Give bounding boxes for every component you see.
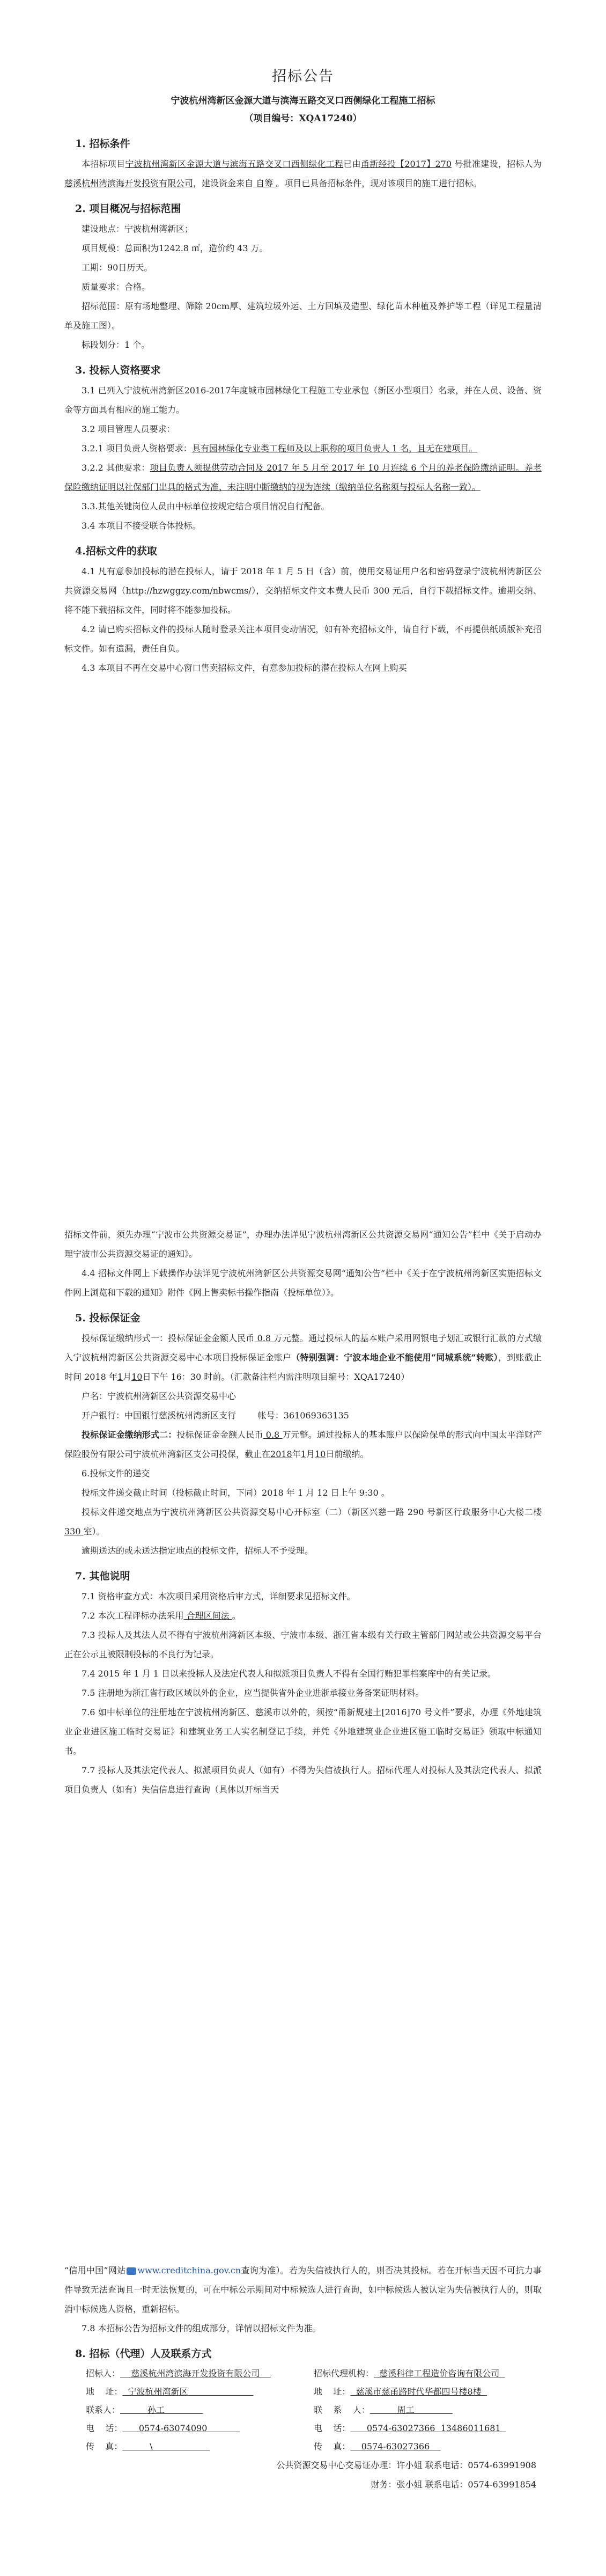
- note-7-1: 7.1 资格审查方式：本次项目采用资格后审方式，详细要求见招标文件。: [82, 1591, 356, 1601]
- owner-name: 慈溪杭州湾滨海开发投资有限公司: [120, 2368, 271, 2379]
- section-5-heading: 5. 投标保证金: [75, 1312, 141, 1324]
- location-text: 建设地点：宁波杭州湾新区；: [82, 224, 194, 234]
- page-break-gap: [64, 678, 542, 1225]
- note-7-4: 7.4 2015 年 1 月 1 日以来投标人及法定代表人和拟派项目负责人不得有全国行贿犯罪档案库中的有关记录。: [82, 1668, 497, 1679]
- section-8-heading: 8. 招标（代理）人及联系方式: [75, 2348, 212, 2360]
- agent-phone: 0574-63027366 13486011681: [350, 2423, 506, 2433]
- section-4-heading: 4.招标文件的获取: [75, 545, 157, 557]
- note-7-2: 7.2 本次工程评标办法采用 合理区间法 。: [82, 1611, 241, 1621]
- section-2-heading: 2. 项目概况与招标范围: [75, 203, 181, 215]
- account-name: 户名：宁波杭州湾新区公共资源交易中心: [82, 1391, 237, 1401]
- announcement-page: [64, 64, 542, 2494]
- note-7-6: 7.6 如中标单位的注册地在宁波杭州湾新区、慈溪市以外的，须按“甬新规建土[2016]70 号文件”要求，办理《外地建筑业企业进区施工临时交易证》和建筑业务工人实名制登记手续，并凭《外地建筑业企业进区施工临时交易证》领取中标通知书。: [64, 1707, 542, 1756]
- owner-phone: 0574-63074090: [122, 2423, 240, 2433]
- doc-4-1: 4.1 凡有意参加投标的潜在投标人，请于 2018 年 1 月 5 日（含）前，使用交易证用户名和密码登录宁波杭州湾新区公共资源交易网（http://hzwggzy.com/nbwcms/），交纳招标文件文本费人民币 300 元后，自行下载招标文件。逾期交纳、将不能下载招标文件，同时将不能参加投标。: [64, 566, 542, 615]
- owner-fax: \: [122, 2441, 210, 2451]
- scale-text: 项目规模：总面积为1242.8 ㎡，造价约 43 万。: [82, 243, 268, 253]
- note-7-5: 7.5 注册地为浙江省行政区域以外的企业，应当提供省外企业进浙承接业务备案证明材料。: [82, 1688, 424, 1698]
- doc-4-2: 4.2 请已购买招标文件的投标人随时登录关注本项目变动情况，如有补充招标文件，请自行下载，不再提供纸质版补充招标文件。如有遗漏，责任自负。: [64, 624, 542, 654]
- center-contacts: [64, 2456, 536, 2494]
- period-text: 工期：90日历天。: [82, 262, 153, 273]
- contact-row-person: 联系人： 孙工 联 系 人： 周工: [86, 2401, 542, 2419]
- owner-contact: 孙工: [120, 2405, 203, 2415]
- agent-address: 慈溪市慈甬路时代华都四号楼8楼: [350, 2387, 487, 2397]
- sections-text: 标段划分：1 个。: [82, 340, 150, 350]
- req-3-2: 3.2 项目管理人员要求：: [82, 424, 175, 434]
- note-7-7-continued: “信用中国”网站 www.creditchina.gov.cn查询为准）。若为失信被执行人的，则否决其投标。若在开标当天因不可抗力事件导致无法查询且一时无法恢复的，可在中标公示期间对中标候选人进行查询，如中标候选人被认定为失信被执行人的，则取消中标候选人资格，重新招标。: [64, 2265, 542, 2314]
- bank-account: 开户银行：中国银行慈溪杭州湾新区支行 帐号：361069363135: [82, 1410, 349, 1421]
- deposit-form-1: 投标保证缴纳形式一：投标保证金金额人民币 0.8 万元整。通过投标人的基本账户采用网银电子划汇或银行汇款的方式缴入宁波杭州湾新区公共资源交易中心本项目投标保证金账户（特别强调：宁波本地企业不能使用“同城系统”转账），到账截止时间 2018 年1月10日下午 16：30 时前。（汇款备注栏内需注明项目编号：XQA17240）: [64, 1333, 542, 1382]
- page-title: 招标公告: [272, 68, 334, 85]
- req-3-3: 3.3.其他关键岗位人员由中标单位按规定结合项目情况自行配备。: [82, 501, 330, 511]
- section-6-heading: 6.投标文件的递交: [82, 1468, 150, 1479]
- req-3-4: 3.4 本项目不接受联合体投标。: [82, 521, 201, 531]
- project-number: （项目编号：XQA17240）: [244, 113, 362, 124]
- req-3-2-2: 3.2.2 其他要求：项目负责人须提供劳动合同及 2017 年 5 月至 2017 年 10 月连续 6 个月的养老保险缴纳证明。养老保险缴纳证明以社保部门出具的格式为准，未注明中断缴纳的视为连续（缴纳单位名称须与投标人名称一致）。: [64, 463, 542, 492]
- deposit-form-2: 投标保证金缴纳形式二：投标保证金金额人民币 0.8 万元整。通过投标人的基本账户以保险保单的形式向中国太平洋财产保险股份有限公司宁波杭州湾新区支公司投保，截止在2018年1月10日前缴纳。: [64, 1430, 542, 1459]
- section-1-heading: 1. 招标条件: [75, 138, 130, 150]
- deadline-text: 投标文件递交截止时间（投标截止时间，下同）2018 年 1 月 12 日上午 9:30 。: [82, 1488, 390, 1498]
- req-3-2-1: 3.2.1 项目负责人资格要求：具有园林绿化专业类工程师及以上职称的项目负责人 1 名，且无在建项目。: [82, 443, 478, 453]
- doc-4-4: 4.4 招标文件网上下载操作办法详见宁波杭州湾新区公共资源交易网“通知公告”栏中《关于在宁波杭州湾新区实施招标文件网上浏览和下载的通知》附件《网上售卖标书操作指南（投标单位）》。: [64, 1268, 542, 1298]
- credit-china-icon: [127, 2267, 136, 2275]
- section-3-heading: 3. 投标人资格要求: [75, 364, 161, 376]
- section-1-text: 本招标项目宁波杭州湾新区金源大道与滨海五路交叉口西侧绿化工程已由甬新经投【2017】270 号批准建设，招标人为慈溪杭州湾滨海开发投资有限公司，建设资金来自 自筹 。项目已具备招标条件，现对该项目的施工进行招标。: [64, 159, 542, 188]
- credit-china-link[interactable]: www.creditchina.gov.cn: [137, 2265, 241, 2275]
- agent-name: 慈溪科律工程造价咨询有限公司: [374, 2368, 505, 2379]
- scope-text: 招标范围：原有场地整理、筛除 20cm厚、建筑垃圾外运、土方回填及造型、绿化苗木种植及养护等工程（详见工程量清单及施工图）。: [64, 301, 542, 331]
- late-submission-text: 逾期送达的或未送达指定地点的投标文件，招标人不予受理。: [82, 1546, 314, 1556]
- contact-row-phone: 电 话： 0574-63074090 电 话： 0574-63027366 13486011681: [86, 2419, 542, 2438]
- agent-fax: 0574-63027366: [350, 2441, 441, 2451]
- note-7-7: 7.7 投标人及其法定代表人、拟派项目负责人（如有）不得为失信被执行人。招标代理人对投标人及其法定代表人、拟派项目负责人（如有）失信信息进行查询（具体以开标当天: [64, 1765, 542, 1795]
- center-contact-2: 财务：张小姐 联系电话：0574-63991854: [371, 2479, 536, 2490]
- contact-row-owner: 招标人： 慈溪杭州湾滨海开发投资有限公司 招标代理机构： 慈溪科律工程造价咨询有限公司: [86, 2365, 542, 2383]
- page-break-gap-2: [64, 1799, 542, 2261]
- contact-row-address: 地 址： 宁波杭州湾新区 地 址： 慈溪市慈甬路时代华都四号楼8楼: [86, 2383, 542, 2401]
- quality-text: 质量要求：合格。: [82, 282, 151, 292]
- project-name: 宁波杭州湾新区金源大道与滨海五路交叉口西侧绿化工程施工招标: [171, 96, 435, 106]
- contact-row-fax: 传 真： \ 传 真： 0574-63027366: [86, 2438, 542, 2456]
- agent-contact: 周工: [369, 2405, 453, 2415]
- center-contact-1: 公共资源交易中心交易证办理：许小姐 联系电话：0574-63991908: [276, 2460, 536, 2470]
- section-7-heading: 7. 其他说明: [75, 1570, 130, 1582]
- note-7-8: 7.8 本招标公告为招标文件的组成部分，详情以招标文件为准。: [82, 2323, 321, 2333]
- doc-4-3: 4.3 本项目不再在交易中心窗口售卖招标文件，有意参加投标的潜在投标人在网上购买: [82, 663, 407, 673]
- owner-address: 宁波杭州湾新区: [122, 2387, 254, 2397]
- req-3-1: 3.1 已列入宁波杭州湾新区2016-2017年度城市园林绿化工程施工专业承包（新区小型项目）名录，并在人员、设备、资金等方面具有相应的施工能力。: [64, 385, 542, 415]
- doc-4-3-continued: 招标文件前，须先办理“宁波市公共资源交易证”，办理办法详见宁波杭州湾新区公共资源交易网“通知公告”栏中《关于启动办理宁波市公共资源交易证的通知》。: [64, 1230, 542, 1259]
- submission-place: 投标文件递交地点为宁波杭州湾新区公共资源交易中心开标室（二）（新区兴慈一路 290 号新区行政服务中心大楼二楼 330 室）。: [64, 1507, 542, 1536]
- note-7-3: 7.3 投标人及其法人员不得有宁波杭州湾新区本级、宁波市本级、浙江省本级有关行政主管部门网站或公共资源交易平台正在公示且被限制投标的不良行为记录。: [64, 1630, 542, 1659]
